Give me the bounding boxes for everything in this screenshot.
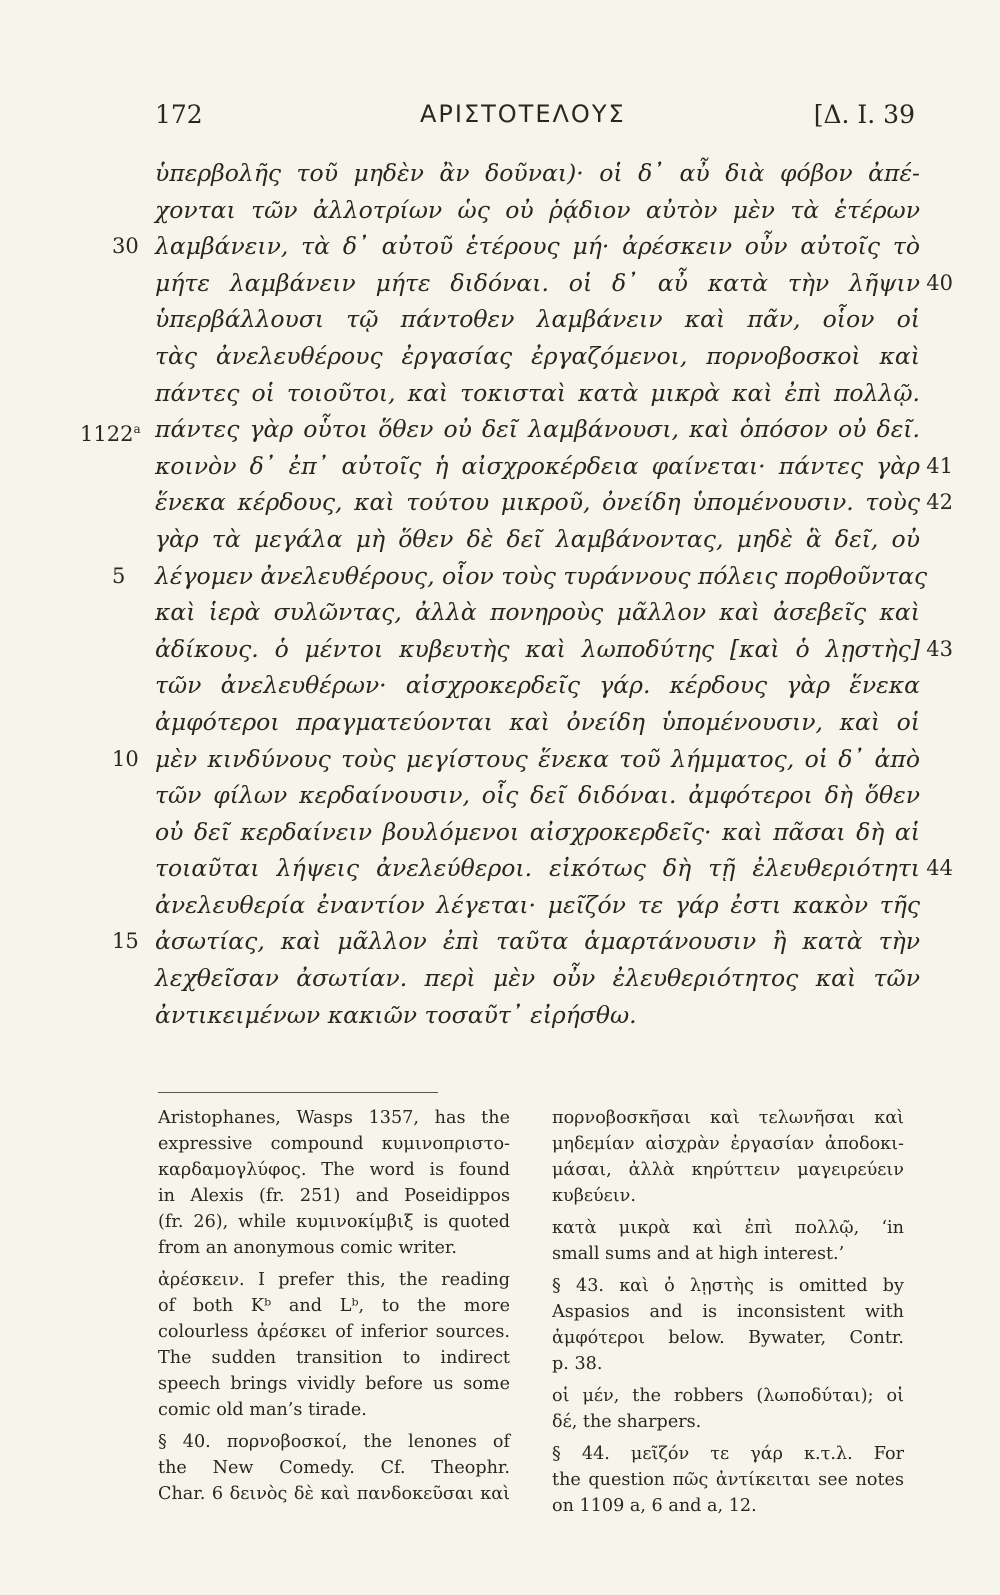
greek-line-text: ὑπερβολῆς τοῦ μηδὲν ἂν δοῦναι)· οἱ δ᾽ αὖ διὰ φόβον ἀπέ- — [155, 159, 920, 187]
commentary-line: μάσαι, ἀλλὰ κηρύττειν μαγειρεύειν — [552, 1160, 904, 1180]
commentary-line: in Alexis (fr. 251) and Poseidippos — [158, 1186, 510, 1206]
greek-line-text: τοιαῦται λήψεις ἀνελεύθεροι. εἰκότως δὴ τῇ ἐλευθεριότητι — [155, 854, 920, 883]
greek-line-text: μὲν κινδύνους τοὺς μεγίστους ἕνεκα τοῦ λήμματος, οἱ δ᾽ ἀπὸ — [155, 744, 920, 773]
bekker-page-number: 1122$^a$ — [80, 422, 141, 447]
text-line — [155, 960, 920, 997]
commentary-line: § 40. πορνοβοσκοί, the lenones of — [158, 1432, 510, 1452]
line-number: 5 — [112, 563, 126, 588]
section-number: 44 — [926, 856, 953, 881]
section-reference: [Δ. I. 39 — [813, 100, 915, 129]
greek-line-text: μήτε λαμβάνειν μήτε διδόναι. οἱ δ᾽ αὖ κατὰ τὴν λῆψιν — [155, 268, 920, 297]
commentary-line: Aspasios and is inconsistent with — [552, 1302, 904, 1322]
greek-line-text: ἀμφότεροι πραγματεύονται καὶ ὀνείδη ὑπομένουσιν, καὶ οἱ — [155, 707, 920, 736]
commentary-line: small sums and at high interest.’ — [552, 1244, 845, 1264]
running-title: ΑΡΙΣΤΟΤΕΛΟΥΣ — [420, 100, 626, 128]
greek-line-text: ἀσωτίας, καὶ μᾶλλον ἐπὶ ταῦτα ἁμαρτάνουσιν ἢ κατὰ τὴν — [155, 927, 920, 956]
commentary-line: on 1109 a, 6 and a, 12. — [552, 1496, 757, 1516]
greek-text-block — [80, 155, 953, 1033]
commentary-line: § 44. μεῖζόν τε γάρ κ.τ.λ. For — [552, 1444, 904, 1464]
text-line — [155, 887, 920, 924]
text-line — [155, 594, 920, 631]
section-number: 41 — [926, 453, 953, 478]
text-line — [155, 777, 920, 814]
greek-line-text: καὶ ἱερὰ συλῶντας, ἀλλὰ πονηροὺς μᾶλλον καὶ ἀσεβεῖς καὶ — [155, 598, 920, 627]
commentary-line: the question πῶς ἀντίκειται see notes — [552, 1470, 904, 1490]
text-line — [155, 631, 953, 668]
commentary-line: δέ, the sharpers. — [552, 1412, 702, 1432]
commentary-line: ἀρέσκειν. I prefer this, the reading — [158, 1270, 510, 1290]
greek-line-text: πάντες γὰρ οὗτοι ὅθεν οὐ δεῖ λαμβάνουσι, καὶ ὁπόσον οὐ δεῖ. — [155, 415, 920, 444]
commentary-line: from an anonymous comic writer. — [158, 1238, 457, 1258]
text-line — [155, 338, 920, 375]
greek-line-text: τῶν φίλων κερδαίνουσιν, οἷς δεῖ διδόναι. ἀμφότεροι δὴ ὅθεν — [155, 781, 920, 810]
text-line — [155, 484, 953, 521]
commentary-line: speech brings vividly before us some — [158, 1374, 510, 1394]
section-number: 42 — [926, 490, 953, 515]
commentary-line: οἱ μέν, the robbers (λωποδύται); οἱ — [552, 1386, 904, 1406]
commentary-line: πορνοβοσκῆσαι καὶ τελωνῆσαι καὶ — [552, 1108, 904, 1128]
text-line — [80, 411, 920, 448]
commentary-column-left — [158, 1105, 510, 1507]
running-header — [155, 100, 915, 136]
text-line — [112, 558, 928, 595]
greek-line-text: ἀντικειμένων κακιῶν τοσαῦτ᾽ εἰρήσθω. — [155, 1000, 637, 1029]
section-number: 43 — [926, 636, 953, 661]
greek-line-text: λεχθεῖσαν ἀσωτίαν. περὶ μὲν οὖν ἐλευθεριότητος καὶ τῶν — [155, 964, 920, 993]
text-line — [155, 448, 953, 485]
greek-line-text: τῶν ἀνελευθέρων· αἰσχροκερδεῖς γάρ. κέρδους γὰρ ἕνεκα — [155, 671, 920, 700]
greek-line-text: λέγομεν ἀνελευθέρους, οἷον τοὺς τυράννους πόλεις πορθοῦντας — [155, 561, 928, 590]
line-number: 15 — [112, 929, 139, 954]
commentary-line: p. 38. — [552, 1354, 603, 1374]
commentary-line: The sudden transition to indirect — [158, 1348, 510, 1368]
line-number: 10 — [112, 746, 139, 771]
commentary-line: Char. 6 δεινὸς δὲ καὶ πανδοκεῦσαι καὶ — [158, 1484, 510, 1504]
text-line — [155, 521, 920, 558]
greek-line-text: χονται τῶν ἀλλοτρίων ὡς οὐ ῥᾴδιον αὐτὸν μὲν τὰ ἑτέρων — [155, 195, 920, 224]
commentary-line: expressive compound κυμινοπριστο- — [158, 1134, 510, 1154]
commentary-line: μηδεμίαν αἰσχρὰν ἐργασίαν ἀποδοκι- — [552, 1134, 904, 1154]
line-number: 30 — [112, 234, 139, 259]
text-line — [112, 741, 920, 778]
text-line — [155, 265, 953, 302]
greek-line-text: ἕνεκα κέρδους, καὶ τούτου μικροῦ, ὀνείδη ὑπομένουσιν. τοὺς — [155, 488, 920, 517]
section-number: 40 — [926, 270, 953, 295]
commentary-line: κυβεύειν. — [552, 1186, 636, 1206]
commentary-line: (fr. 26), while κυμινοκίμβιξ is quoted — [158, 1212, 510, 1232]
commentary-line: ἀμφότεροι below. Bywater, Contr. — [552, 1328, 904, 1348]
commentary-column-right — [552, 1105, 904, 1519]
text-line — [155, 704, 920, 741]
greek-line-text: οὐ δεῖ κερδαίνειν βουλόμενοι αἰσχροκερδεῖς· καὶ πᾶσαι δὴ αἱ — [155, 817, 920, 846]
text-line — [112, 923, 920, 960]
text-line — [155, 850, 953, 887]
greek-line-text: πάντες οἱ τοιοῦτοι, καὶ τοκισταὶ κατὰ μικρὰ καὶ ἐπὶ πολλῷ. — [155, 378, 920, 407]
footnote-divider — [158, 1092, 438, 1093]
greek-line-text: γὰρ τὰ μεγάλα μὴ ὅθεν δὲ δεῖ λαμβάνοντας, μηδὲ ἃ δεῖ, οὐ — [155, 524, 920, 553]
text-line — [155, 155, 920, 192]
commentary-line: of both Kᵇ and Lᵇ, to the more — [158, 1296, 510, 1316]
text-line — [155, 192, 920, 229]
text-line — [155, 814, 920, 851]
text-line — [155, 667, 920, 704]
greek-line-text: ἀνελευθερία ἐναντίον λέγεται· μεῖζόν τε γάρ ἐστι κακὸν τῆς — [155, 890, 920, 919]
commentary-line: κατὰ μικρὰ καὶ ἐπὶ πολλῷ, ‘in — [552, 1218, 904, 1238]
greek-line-text: ἀδίκους. ὁ μέντοι κυβευτὴς καὶ λωποδύτης [καὶ ὁ λῃστὴς] — [155, 634, 920, 663]
greek-line-text: λαμβάνειν, τὰ δ᾽ αὐτοῦ ἑτέρους μή· ἀρέσκειν οὖν αὐτοῖς τὸ — [155, 232, 920, 261]
page-number: 172 — [155, 100, 203, 129]
text-line — [155, 375, 920, 412]
greek-line-text: κοινὸν δ᾽ ἐπ᾽ αὐτοῖς ἡ αἰσχροκέρδεια φαίνεται· πάντες γὰρ — [155, 451, 920, 480]
text-line — [155, 301, 920, 338]
commentary-line: § 43. καὶ ὁ λῃστὴς is omitted by — [552, 1276, 904, 1296]
greek-line-text: τὰς ἀνελευθέρους ἐργασίας ἐργαζόμενοι, πορνοβοσκοὶ καὶ — [155, 341, 920, 370]
commentary-line: colourless ἀρέσκει of inferior sources. — [158, 1322, 510, 1342]
commentary-line: Aristophanes, Wasps 1357, has the — [158, 1108, 510, 1128]
commentary-line: the New Comedy. Cf. Theophr. — [158, 1458, 510, 1478]
commentary-line: καρδαμογλύφος. The word is found — [158, 1160, 510, 1180]
text-line — [155, 997, 920, 1034]
greek-line-text: ὑπερβάλλουσι τῷ πάντοθεν λαμβάνειν καὶ πᾶν, οἷον οἱ — [155, 305, 920, 334]
commentary-line: comic old man’s tirade. — [158, 1400, 367, 1420]
text-line — [112, 228, 920, 265]
